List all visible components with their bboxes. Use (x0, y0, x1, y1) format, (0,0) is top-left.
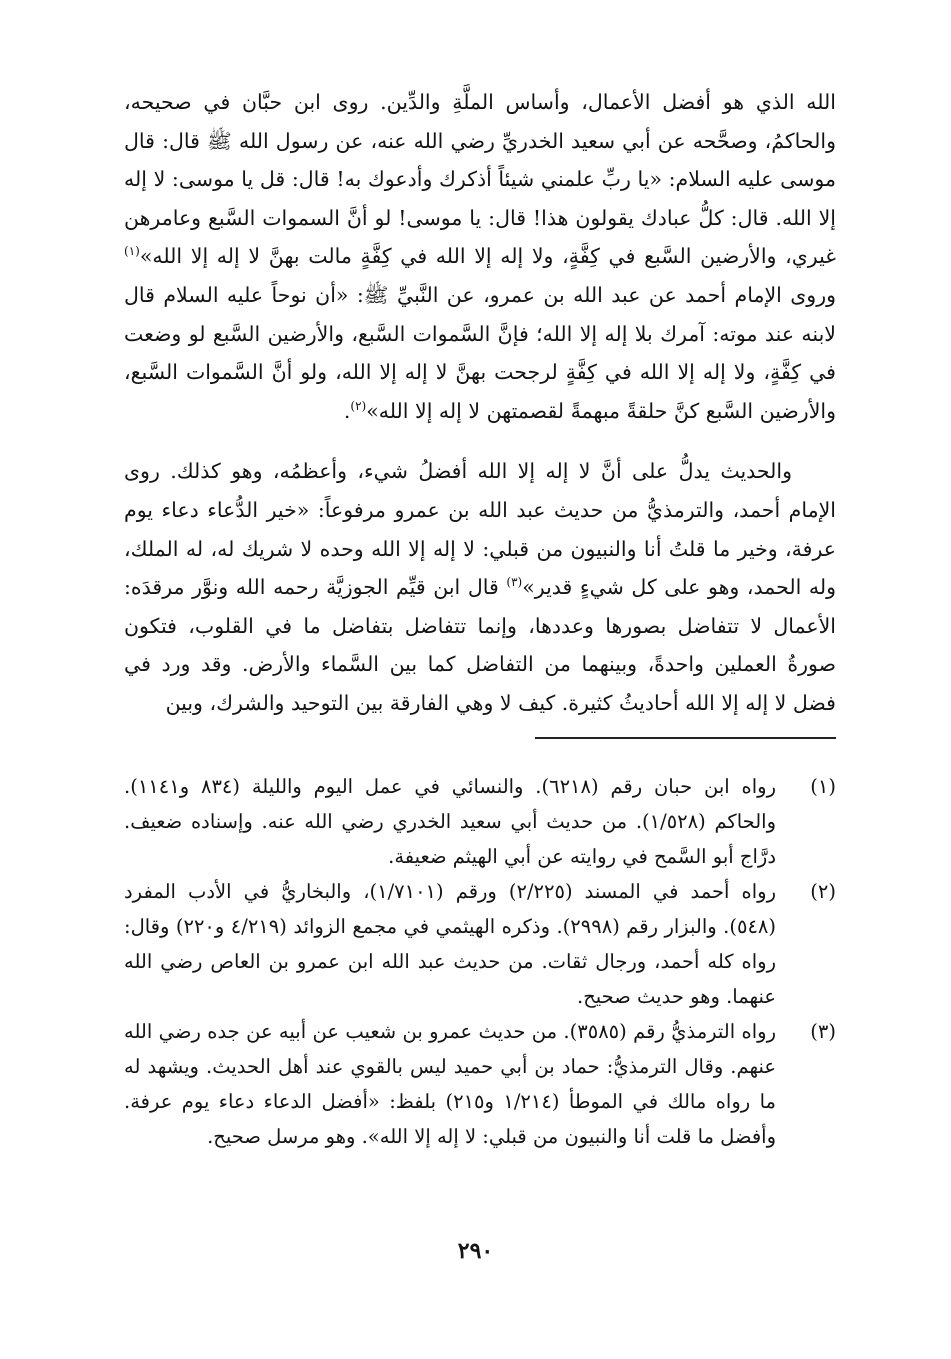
page-number: ٢٩٠ (457, 1238, 494, 1264)
paragraph-2 (124, 452, 836, 722)
footnotes (124, 769, 836, 1154)
footnote-3-text: رواه الترمذيُّ رقم (٣٥٨٥). من حديث عمرو بن شعيب عن أبيه عن جده رضي الله عنهم. وقال الترمذيُّ: حماد بن أبي حميد ليس بالقوي عند أهل الحديث. ويشهد له ما رواه مالك في الموطأ (١/٢١٤ و٢١٥) بلفظ: «أفضل الدعاء دعاء يوم عرفة. وأفضل ما قلت أنا والنبيون من قبلي: لا إله إلا الله». وهو مرسل صحيح. (124, 1020, 776, 1148)
paragraph-1-text-3: . (343, 398, 351, 423)
footnote-ref-1[interactable]: (١) (124, 244, 140, 259)
footnote-3-number: (٣) (810, 1020, 836, 1043)
footnote-2 (124, 874, 836, 1014)
paragraph-2-text-2: قال ابن قيِّم الجوزيَّة رحمه الله ونوَّر مرقدَه: الأعمال لا تتفاضل بصورها وعددها، وإنما تتفاضل بتفاضل ما في القلوب، فتكون صورةُ العملين واحدةً، وبينهما من التفاضل كما بين السَّماء والأرض. وقد ورد في فضل لا إله إلا الله أحاديثُ كثيرة. كيف لا وهي الفارقة بين التوحيد والشرك، وبين (124, 575, 836, 715)
footnote-ref-3[interactable]: (٣) (506, 575, 523, 590)
paragraph-2-text: والحديث يدلُّ على أنَّ لا إله إلا الله أفضلُ شيء، وأعظمُه، وهو كذلك. روى الإمام أحمد، والترمذيُّ من حديث عبد الله بن عمرو مرفوعاً: «خير الدُّعاء دعاء يوم عرفة، وخير ما قلتُ أنا والنبيون من قبلي: لا إله إلا الله وحده لا شريك له، له الملك، وله الحمد، وهو على كل شيءٍ قدير» (124, 459, 837, 600)
footnote-3 (124, 1014, 836, 1154)
footnote-1-text: رواه ابن حبان رقم (٦٢١٨). والنسائي في عمل اليوم والليلة (٨٣٤ و١١٤١). والحاكم (١/٥٢٨). من حديث أبي سعيد الخدري رضي الله عنه. وإسناده ضعيف. درَّاج أبو السَّمح في روايته عن أبي الهيثم ضعيفة. (124, 775, 777, 868)
footnote-2-number: (٢) (810, 880, 836, 903)
paragraph-1 (124, 83, 836, 430)
footnote-ref-2[interactable]: (٢) (350, 398, 367, 413)
main-text (124, 83, 836, 723)
paragraph-1-text: الله الذي هو أفضل الأعمال، وأساس الملَّةِ والدِّين. روى ابن حبَّان في صحيحه، والحاكمُ، وصحَّحه عن أبي سعيد الخدريِّ رضي الله عنه، عن رسول الله ﷺ قال: قال موسى عليه السلام: «يا ربِّ علمني شيئاً أذكرك وأدعوك به! قال: قل يا موسى: لا إله إلا الله. قال: كلُّ عبادك يقولون هذا! قال: يا موسى! لو أنَّ السموات السَّبع وعامرهن غيري، والأرضين السَّبع في كِفَّةٍ، ولا إله إلا الله في كِفَّةٍ مالت بهنَّ لا إله إلا الله» (124, 90, 836, 269)
footnote-1 (124, 769, 836, 874)
footnote-1-number: (١) (810, 775, 836, 798)
footnote-separator (535, 737, 836, 739)
paragraph-1-text-2: وروى الإمام أحمد عن عبد الله بن عمرو، عن النَّبيِّ ﷺ: «أن نوحاً عليه السلام قال لابنه عند موته: آمرك بلا إله إلا الله؛ فإنَّ السَّموات السَّبع، والأرضين السَّبع لو وضعت في كِفَّةٍ، ولا إله إلا الله في كِفَّةٍ لرجحت بهنَّ لا إله إلا الله، ولو أنَّ السَّموات السَّبع، والأرضين السَّبع كنَّ حلقةً مبهمةً لقصمتهن لا إله إلا الله» (124, 282, 836, 423)
footnote-2-text: رواه أحمد في المسند (٢/٢٢٥) ورقم (١/٧١٠١)، والبخاريُّ في الأدب المفرد (٥٤٨). والبزار رقم (٢٩٩٨). وذكره الهيثمي في مجمع الزوائد (٤/٢١٩ و٢٢٠) وقال: رواه كله أحمد، ورجال ثقات. من حديث عبد الله ابن عمرو بن العاص رضي الله عنهما. وهو حديث صحيح. (124, 880, 776, 1008)
